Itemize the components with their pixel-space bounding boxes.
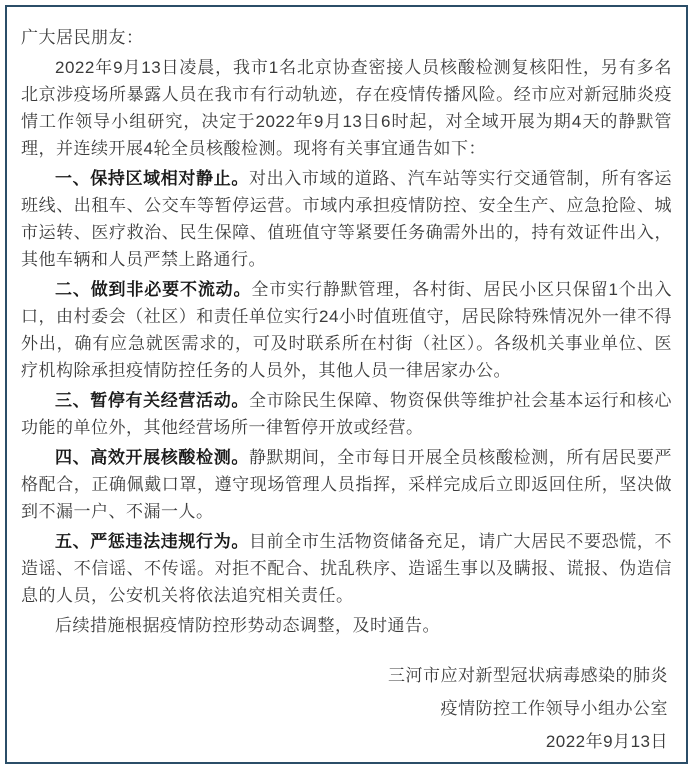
closing-paragraph: 后续措施根据疫情防控形势动态调整，及时通告。 xyxy=(55,616,440,635)
intro-paragraph: 2022年9月13日凌晨，我市1名北京协查密接人员核酸检测复核阳性，另有多名北京涉疫场所暴露人员在我市有行动轨迹，存在疫情传播风险。经市应对新冠肺炎疫情工作领导小组研究，决定于2022年9月13日6时起，对全域开展为期4天的静默管理，并连续开展4轮全员核酸检测。现将有关事宜通告如下： xyxy=(21,58,672,158)
signature-block xyxy=(21,659,672,758)
notice-item-3 xyxy=(21,387,672,441)
notice-item-2-heading: 二、做到非必要不流动。 xyxy=(55,280,252,299)
notice-item-2 xyxy=(21,276,672,384)
notice-item-4-heading: 四、高效开展核酸检测。 xyxy=(55,448,249,467)
notice-item-3-heading: 三、暂停有关经营活动。 xyxy=(55,391,249,410)
signature-date: 2022年9月13日 xyxy=(545,732,668,751)
notice-item-1-body: 对出入市域的道路、汽车站等实行交通管制，所有客运班线、出租车、公交车等暂停运营。市域内承担疫情防控、安全生产、应急抢险、城市运转、医疗救治、民生保障、值班值守等紧要任务确需外出的，持有效证件出入，其他车辆和人员严禁上路通行。 xyxy=(21,169,673,269)
notice-item-5-body: 目前全市生活物资储备充足，请广大居民不要恐慌，不造谣、不信谣、不传谣。对拒不配合、扰乱秩序、造谣生事以及瞒报、谎报、伪造信息的人员，公安机关将依法追究相关责任。 xyxy=(21,532,673,605)
signature-org-line-1: 三河市应对新型冠状病毒感染的肺炎 xyxy=(388,666,668,685)
notice-item-5 xyxy=(21,528,672,609)
notice-item-1-heading: 一、保持区域相对静止。 xyxy=(55,169,249,188)
notice-item-5-heading: 五、严惩违法违规行为。 xyxy=(55,532,249,551)
notice-frame xyxy=(5,5,688,764)
notice-item-1 xyxy=(21,165,672,273)
notice-item-2-body: 全市实行静默管理，各村街、居民小区只保留1个出入口，由村委会（社区）和责任单位实行24小时值班值守，居民除特殊情况外一律不得外出，确有应急就医需求的，可及时联系所在村街（社区）。各级机关事业单位、医疗机构除承担疫情防控任务的人员外，其他人员一律居家办公。 xyxy=(21,280,672,380)
notice-item-4-body: 静默期间，全市每日开展全员核酸检测，所有居民要严格配合，正确佩戴口罩，遵守现场管理人员指挥，采样完成后立即返回住所，坚决做到不漏一户、不漏一人。 xyxy=(21,448,673,521)
notice-item-4 xyxy=(21,444,672,525)
signature-org-line-2: 疫情防控工作领导小组办公室 xyxy=(440,699,668,718)
salutation: 广大居民朋友： xyxy=(21,28,144,47)
notice-item-3-body: 全市除民生保障、物资保供等维护社会基本运行和核心功能的单位外，其他经营场所一律暂停开放或经营。 xyxy=(21,391,673,437)
